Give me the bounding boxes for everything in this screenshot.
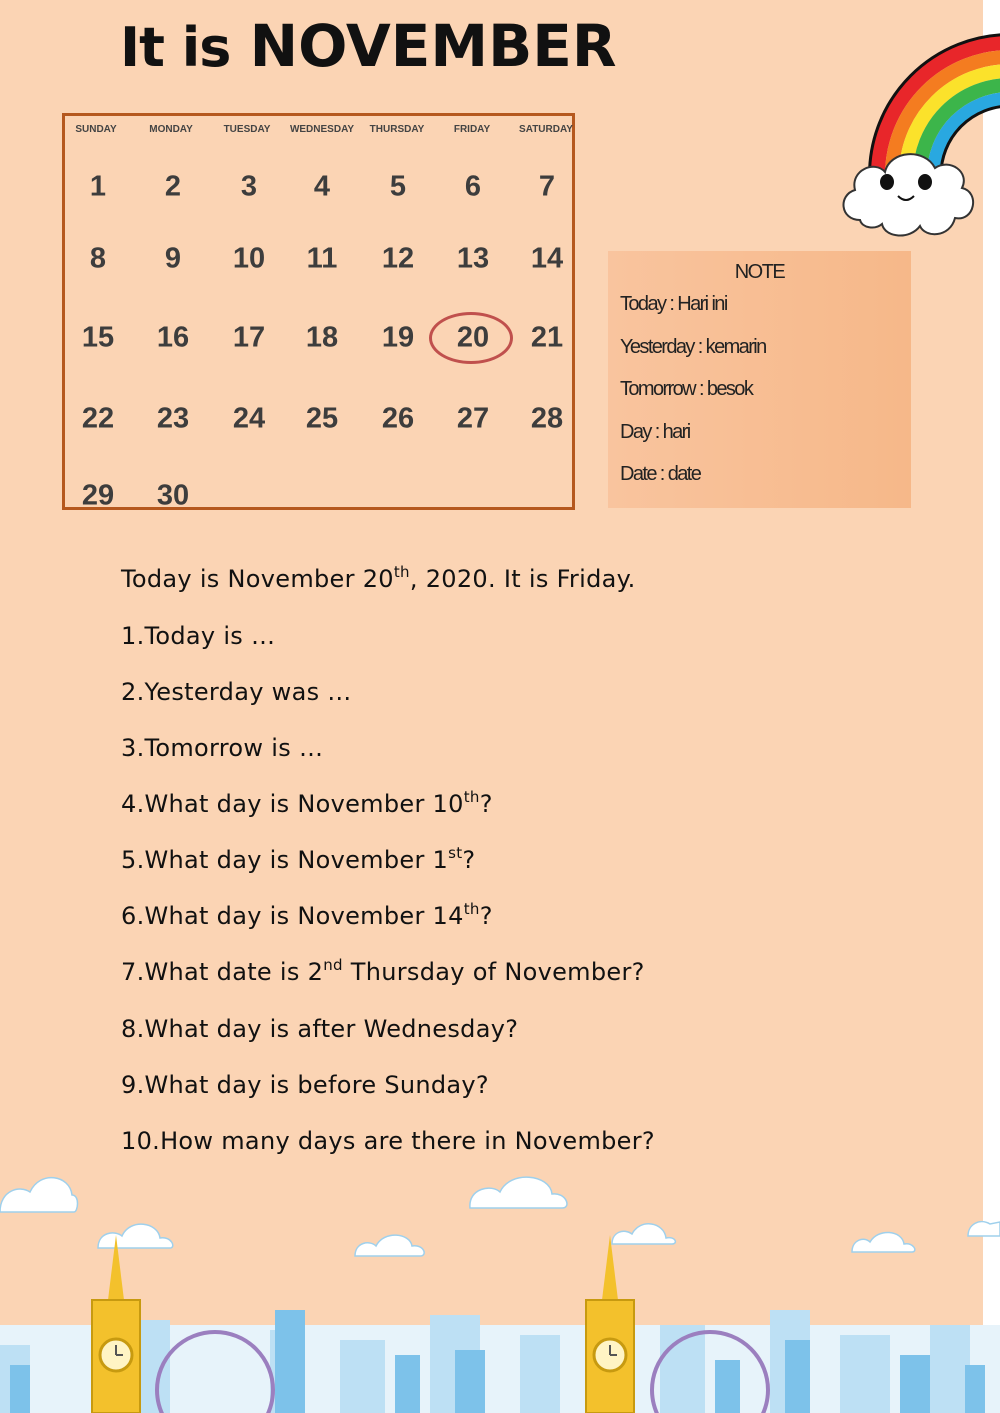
calendar-date: 13 bbox=[456, 242, 490, 275]
note-title: NOTE bbox=[734, 261, 785, 283]
question-ordinal: th bbox=[463, 788, 480, 806]
question-3 bbox=[121, 734, 323, 762]
note-line-today: Today : Hari ini bbox=[620, 293, 727, 315]
question-text: 1.Today is … bbox=[121, 622, 276, 650]
calendar-date: 22 bbox=[81, 402, 115, 435]
calendar-date: 16 bbox=[156, 321, 190, 354]
city-skyline-illustration bbox=[0, 1140, 1000, 1413]
question-ordinal: th bbox=[463, 900, 480, 918]
intro-text-end: , 2020. It is Friday. bbox=[409, 565, 636, 593]
calendar-date: 15 bbox=[81, 321, 115, 354]
calendar-date: 23 bbox=[156, 402, 190, 435]
question-text: 8.What day is after Wednesday? bbox=[121, 1015, 519, 1043]
question-text: 5.What day is November 1 bbox=[121, 846, 449, 874]
dayname-tuesday: TUESDAY bbox=[223, 124, 271, 135]
calendar-date: 25 bbox=[305, 402, 339, 435]
calendar-date: 14 bbox=[530, 242, 564, 275]
calendar-date: 19 bbox=[381, 321, 415, 354]
calendar-date: 24 bbox=[232, 402, 266, 435]
intro-ordinal: th bbox=[393, 563, 410, 581]
calendar-date: 10 bbox=[232, 242, 266, 275]
question-9 bbox=[121, 1071, 489, 1099]
intro-sentence bbox=[121, 565, 636, 593]
intro-text: Today is November 20 bbox=[121, 565, 394, 593]
question-ordinal: st bbox=[448, 844, 463, 862]
calendar-date: 3 bbox=[240, 170, 258, 203]
dayname-thursday: THURSDAY bbox=[369, 124, 425, 135]
calendar-date: 29 bbox=[81, 479, 115, 512]
title-prefix: It is bbox=[120, 16, 231, 79]
question-text: 6.What day is November 14 bbox=[121, 902, 464, 930]
calendar-header bbox=[65, 124, 572, 138]
dayname-monday: MONDAY bbox=[149, 124, 193, 135]
calendar-date: 21 bbox=[530, 321, 564, 354]
dayname-friday: FRIDAY bbox=[453, 124, 491, 135]
question-text-end: Thursday of November? bbox=[342, 958, 645, 986]
calendar-date: 12 bbox=[381, 242, 415, 275]
question-7 bbox=[121, 958, 645, 986]
note-line-day: Day : hari bbox=[620, 421, 690, 443]
calendar-date: 26 bbox=[381, 402, 415, 435]
question-2 bbox=[121, 678, 352, 706]
calendar-date: 5 bbox=[389, 170, 407, 203]
clock-tower-right bbox=[586, 1235, 634, 1413]
question-1 bbox=[121, 622, 275, 650]
question-4 bbox=[121, 790, 493, 818]
dayname-saturday: SATURDAY bbox=[519, 124, 573, 135]
question-text: 4.What day is November 10 bbox=[121, 790, 464, 818]
note-line-tomorrow: Tomorrow : besok bbox=[620, 378, 753, 400]
question-text: 7.What date is 2 bbox=[121, 958, 324, 986]
question-text: 10.How many days are there in November? bbox=[121, 1127, 655, 1155]
question-text-end: ? bbox=[479, 902, 493, 930]
note-line-date: Date : date bbox=[620, 463, 701, 485]
clock-tower-left bbox=[92, 1235, 140, 1413]
calendar-date: 8 bbox=[89, 242, 107, 275]
title-month: NOVEMBER bbox=[249, 12, 617, 80]
question-text-end: ? bbox=[462, 846, 476, 874]
calendar-date: 17 bbox=[232, 321, 266, 354]
calendar-date: 18 bbox=[305, 321, 339, 354]
question-ordinal: nd bbox=[323, 956, 343, 974]
dayname-wednesday: WEDNESDAY bbox=[289, 124, 355, 135]
calendar-date: 30 bbox=[156, 479, 190, 512]
question-text: 9.What day is before Sunday? bbox=[121, 1071, 489, 1099]
calendar bbox=[62, 113, 575, 510]
question-5 bbox=[121, 846, 475, 874]
calendar-date: 2 bbox=[164, 170, 182, 203]
note-line-yesterday: Yesterday : kemarin bbox=[620, 336, 766, 358]
calendar-date: 11 bbox=[306, 242, 338, 275]
question-text: 3.Tomorrow is … bbox=[121, 734, 324, 762]
note-box bbox=[608, 251, 911, 508]
clouds bbox=[0, 1177, 1000, 1256]
calendar-date: 6 bbox=[464, 170, 482, 203]
calendar-date: 28 bbox=[530, 402, 564, 435]
calendar-date-highlighted: 20 bbox=[456, 321, 490, 354]
question-8 bbox=[121, 1015, 518, 1043]
calendar-date: 9 bbox=[164, 242, 182, 275]
calendar-date: 1 bbox=[89, 170, 107, 203]
cloud-face bbox=[844, 154, 974, 235]
question-text: 2.Yesterday was … bbox=[121, 678, 352, 706]
page-title bbox=[120, 12, 617, 80]
calendar-date: 4 bbox=[313, 170, 331, 203]
rainbow-cloud-illustration bbox=[830, 0, 1000, 245]
calendar-date: 7 bbox=[538, 170, 556, 203]
calendar-date: 27 bbox=[456, 402, 490, 435]
question-text-end: ? bbox=[479, 790, 493, 818]
question-6 bbox=[121, 902, 493, 930]
dayname-sunday: SUNDAY bbox=[75, 124, 117, 135]
